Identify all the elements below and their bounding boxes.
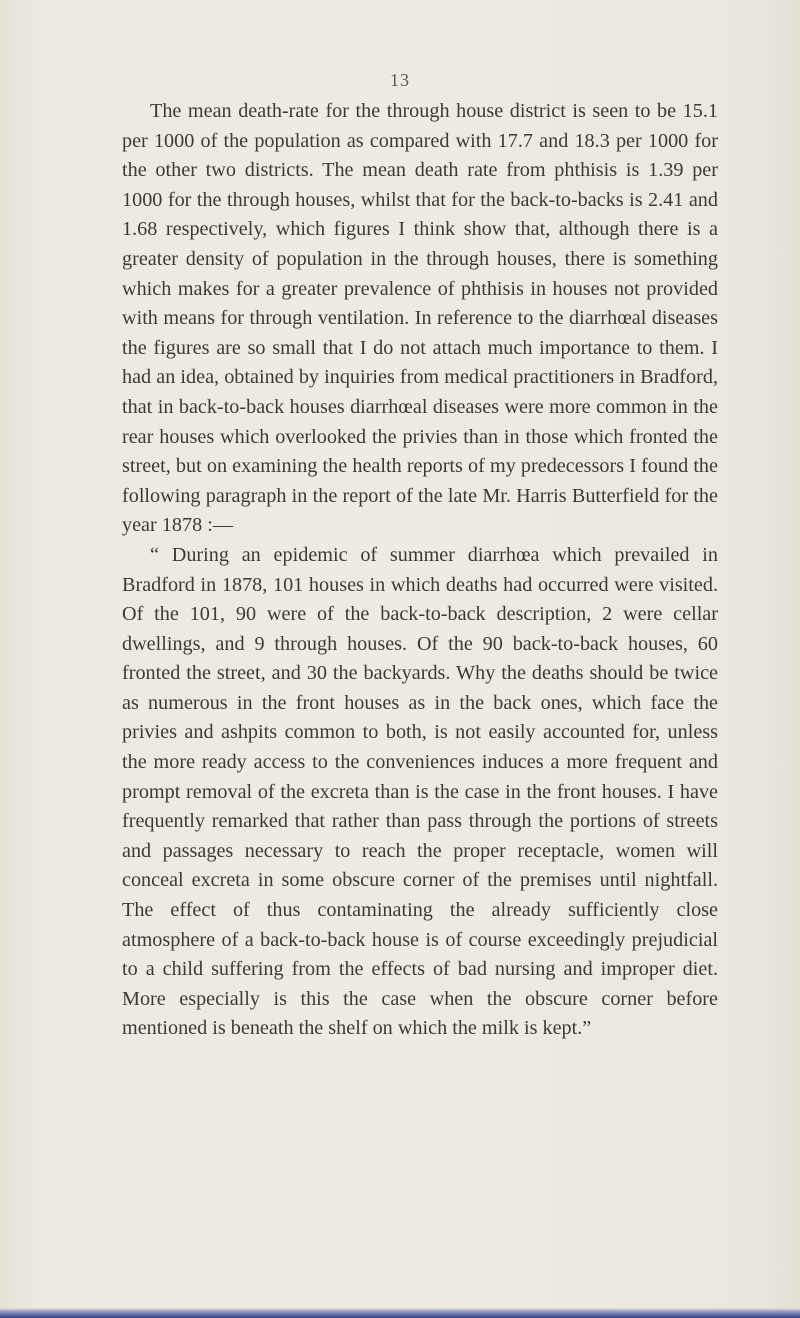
paragraph-death-rates: The mean death-rate for the through house district is seen to be 15.1 per 1000 of the population as compared with 17.7 and 18.3 per 1000 for the other two districts. The mean death rate from phthisis is 1.39 per 1000 for the through houses, whilst that for the back-to-backs is 2.41 and 1.68 respectively, which figures I think show that, although there is a greater density of population in the through houses, there is something which makes for a greater prevalence of phthisis in houses not provided with means for through ventilation. In reference to the diarrhœal diseases the figures are so small that I do not attach much importance to them. I had an idea, obtained by inquiries from medical practitioners in Bradford, that in back-to-back houses diarrhœal diseases were more common in the rear houses which overlooked the privies than in those which fronted the street, but on examining the health reports of my predecessors I found the following paragraph in the report of the late Mr. Harris Butterfield for the year 1878 :— <box>122 100 718 537</box>
body-text <box>122 97 718 1044</box>
bottom-edge-rule <box>0 1308 800 1318</box>
paragraph-butterfield-quote: “ During an epidemic of summer diarrhœa which prevailed in Bradford in 1878, 101 houses in which deaths had occurred were visited. Of the 101, 90 were of the back-to-back description, 2 were cellar dwellings, and 9 through houses. Of the 90 back-to-back houses, 60 fronted the street, and 30 the backyards. Why the deaths should be twice as numerous in the front houses as in the back ones, which face the privies and ashpits common to both, is not easily accounted for, unless the more ready access to the conveniences induces a more frequent and prompt removal of the excreta than is the case in the front houses. I have frequently remarked that rather than pass through the portions of streets and passages necessary to reach the proper receptacle, women will conceal excreta in some obscure corner of the premises until nightfall. The effect of thus contaminating the already sufficiently close atmosphere of a back-to-back house is of course exceedingly prejudicial to a child suffering from the effects of bad nursing and improper diet. More especially is this the case when the obscure corner before mentioned is beneath the shelf on which the milk is kept.” <box>122 543 718 1040</box>
page-number: 13 <box>390 70 410 90</box>
